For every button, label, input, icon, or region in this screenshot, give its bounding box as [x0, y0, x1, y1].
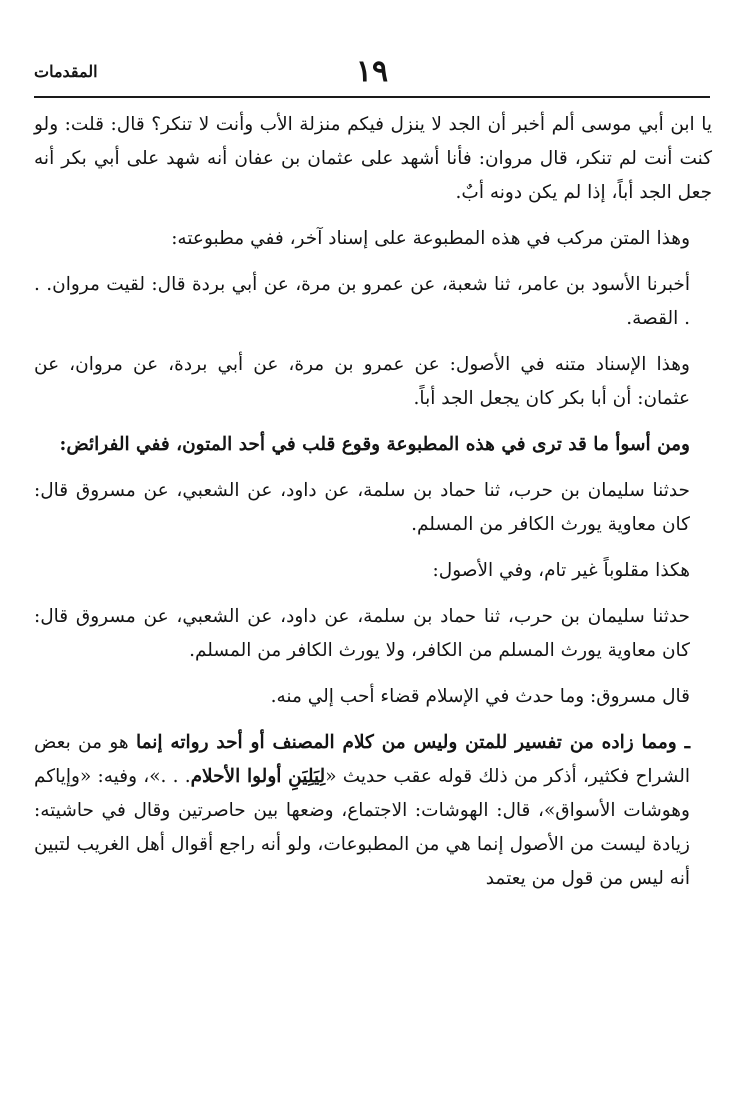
paragraph: هكذا مقلوباً غير تام، وفي الأصول: — [432, 560, 690, 581]
bold-text: ـ ومما زاده من تفسير للمتن وليس من كلام المصنف أو أحد رواته إنما — [135, 732, 690, 753]
section-title: المقدمات — [34, 62, 98, 81]
page-header — [34, 52, 710, 98]
bold-text: لِيَلِيَنِ أولوا الأحلام — [190, 766, 326, 787]
paragraph — [34, 726, 712, 896]
paragraph: قال مسروق: وما حدث في الإسلام قضاء أحب إلي منه. — [270, 686, 690, 707]
paragraph: وهذا الإسناد متنه في الأصول: عن عمرو بن مرة، عن أبي بردة، عن مروان، عن عثمان: أن أبا بكر كان يجعل الجد أباً. — [34, 354, 690, 409]
paragraph: حدثنا سليمان بن حرب، ثنا حماد بن سلمة، عن داود، عن الشعبي، عن مسروق قال: كان معاوية يورث الكافر من المسلم. — [34, 480, 690, 535]
paragraph: حدثنا سليمان بن حرب، ثنا حماد بن سلمة، عن داود، عن الشعبي، عن مسروق قال: كان معاوية يورث المسلم من الكافر، ولا يورث الكافر من المسلم. — [34, 606, 690, 661]
paragraph: أخبرنا الأسود بن عامر، ثنا شعبة، عن عمرو بن مرة، عن أبي بردة قال: لقيت مروان. . . القصة. — [34, 274, 690, 329]
plain-text: . . .»، وفيه: «وإياكم وهوشات الأسواق»، قال: الهوشات: الاجتماع، وضعها بين حاصرتين وقال في حاشيته: زيادة ليست من الأصول إنما هي من المطبوعات، ولو أنه راجع أقوال أهل الغريب لتبين أنه ليس من قول من يعتمد — [34, 766, 690, 889]
paragraph: يا ابن أبي موسى ألم أخبر أن الجد لا ينزل فيكم منزلة الأب وأنت لا تنكر؟ قال: قلت: ولو كنت أنت لم تنكر، قال مروان: فأنا أشهد على عثمان بن عفان أنه شهد على أبي بكر أنه جعل الجد أباً، إذا لم يكن دونه أبٌ. — [34, 114, 712, 203]
paragraph: وهذا المتن مركب في هذه المطبوعة على إسناد آخر، ففي مطبوعته: — [171, 228, 690, 249]
page-number: ١٩ — [355, 54, 389, 89]
plain-text: هو من بعض الشراح فكثير، أذكر من ذلك قوله عقب حديث « — [34, 732, 691, 787]
paragraph: ومن أسوأ ما قد ترى في هذه المطبوعة وقوع قلب في أحد المتون، ففي الفرائض: — [59, 434, 690, 455]
page-body — [34, 108, 712, 908]
